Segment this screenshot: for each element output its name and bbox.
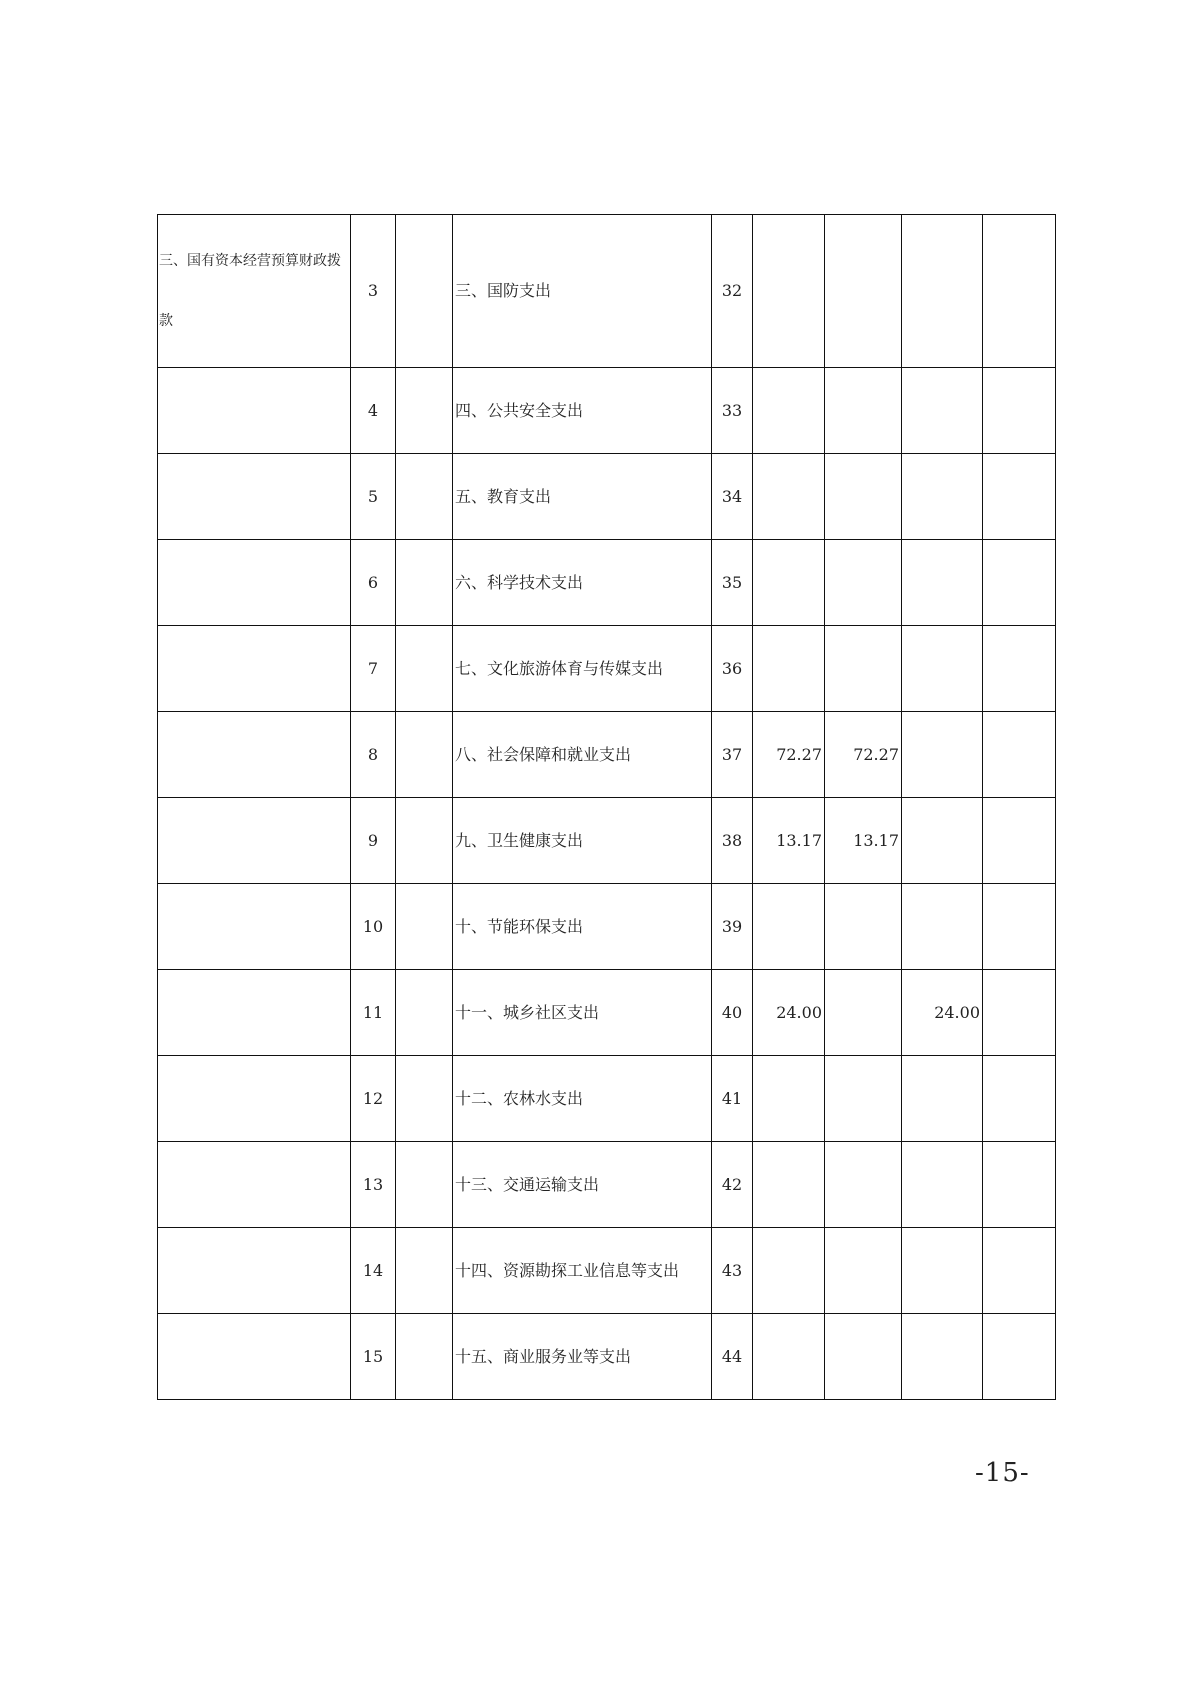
other-amount-cell <box>983 798 1056 884</box>
income-item-cell <box>158 712 351 798</box>
other-amount-cell <box>983 368 1056 454</box>
total-amount-cell <box>753 626 825 712</box>
total-amount-cell <box>753 454 825 540</box>
project-amount-cell <box>902 1056 983 1142</box>
project-amount-cell <box>902 454 983 540</box>
total-amount-cell <box>753 1056 825 1142</box>
total-amount-cell <box>753 215 825 368</box>
expense-item-cell: 五、教育支出 <box>453 454 712 540</box>
project-amount-cell <box>902 712 983 798</box>
table-row <box>158 884 1056 970</box>
expense-item-cell: 十五、商业服务业等支出 <box>453 1314 712 1400</box>
income-line-no-cell: 11 <box>351 970 396 1056</box>
basic-amount-cell <box>825 626 902 712</box>
project-amount-cell <box>902 798 983 884</box>
basic-amount-cell <box>825 884 902 970</box>
expense-item-cell: 十二、农林水支出 <box>453 1056 712 1142</box>
basic-amount-cell <box>825 454 902 540</box>
income-item-cell <box>158 540 351 626</box>
other-amount-cell <box>983 540 1056 626</box>
income-amount-cell <box>396 540 453 626</box>
basic-amount-cell <box>825 1142 902 1228</box>
income-item-cell <box>158 798 351 884</box>
other-amount-cell <box>983 454 1056 540</box>
expense-item-cell: 三、国防支出 <box>453 215 712 368</box>
expense-item-cell: 九、卫生健康支出 <box>453 798 712 884</box>
table-row <box>158 1056 1056 1142</box>
project-amount-cell <box>902 1314 983 1400</box>
income-item-cell <box>158 368 351 454</box>
income-amount-cell <box>396 1142 453 1228</box>
income-amount-cell <box>396 884 453 970</box>
income-line-no-cell: 14 <box>351 1228 396 1314</box>
budget-table <box>157 214 1056 1400</box>
expense-item-cell: 六、科学技术支出 <box>453 540 712 626</box>
table-row <box>158 712 1056 798</box>
project-amount-cell <box>902 215 983 368</box>
other-amount-cell <box>983 626 1056 712</box>
table-row <box>158 1228 1056 1314</box>
income-line-no-cell: 7 <box>351 626 396 712</box>
expense-line-no-cell: 41 <box>712 1056 753 1142</box>
other-amount-cell <box>983 884 1056 970</box>
expense-line-no-cell: 39 <box>712 884 753 970</box>
basic-amount-cell <box>825 1056 902 1142</box>
basic-amount-cell: 72.27 <box>825 712 902 798</box>
income-item-cell <box>158 454 351 540</box>
basic-amount-cell: 13.17 <box>825 798 902 884</box>
other-amount-cell <box>983 1314 1056 1400</box>
expense-item-cell: 十四、资源勘探工业信息等支出 <box>453 1228 712 1314</box>
income-item-cell: 三、国有资本经营预算财政拨款 <box>158 215 351 368</box>
total-amount-cell <box>753 1142 825 1228</box>
income-item-cell <box>158 626 351 712</box>
table-row <box>158 368 1056 454</box>
expense-line-no-cell: 33 <box>712 368 753 454</box>
other-amount-cell <box>983 215 1056 368</box>
expense-item-cell: 十三、交通运输支出 <box>453 1142 712 1228</box>
basic-amount-cell <box>825 540 902 626</box>
other-amount-cell <box>983 1142 1056 1228</box>
project-amount-cell <box>902 626 983 712</box>
income-amount-cell <box>396 215 453 368</box>
income-item-cell <box>158 1228 351 1314</box>
total-amount-cell <box>753 540 825 626</box>
expense-item-cell: 八、社会保障和就业支出 <box>453 712 712 798</box>
income-amount-cell <box>396 712 453 798</box>
income-item-cell <box>158 1314 351 1400</box>
other-amount-cell <box>983 1056 1056 1142</box>
total-amount-cell: 13.17 <box>753 798 825 884</box>
total-amount-cell: 72.27 <box>753 712 825 798</box>
expense-line-no-cell: 43 <box>712 1228 753 1314</box>
income-line-no-cell: 5 <box>351 454 396 540</box>
basic-amount-cell <box>825 970 902 1056</box>
expense-item-cell: 四、公共安全支出 <box>453 368 712 454</box>
income-line-no-cell: 4 <box>351 368 396 454</box>
income-line-no-cell: 13 <box>351 1142 396 1228</box>
expense-line-no-cell: 42 <box>712 1142 753 1228</box>
table-row <box>158 970 1056 1056</box>
project-amount-cell <box>902 540 983 626</box>
income-line-no-cell: 10 <box>351 884 396 970</box>
project-amount-cell <box>902 884 983 970</box>
total-amount-cell <box>753 368 825 454</box>
expense-line-no-cell: 44 <box>712 1314 753 1400</box>
table-row <box>158 215 1056 368</box>
table-row <box>158 1314 1056 1400</box>
table-row <box>158 1142 1056 1228</box>
expense-line-no-cell: 40 <box>712 970 753 1056</box>
total-amount-cell: 24.00 <box>753 970 825 1056</box>
expense-line-no-cell: 35 <box>712 540 753 626</box>
table-row <box>158 454 1056 540</box>
income-amount-cell <box>396 1314 453 1400</box>
expense-item-cell: 十一、城乡社区支出 <box>453 970 712 1056</box>
expense-item-cell: 十、节能环保支出 <box>453 884 712 970</box>
expense-item-cell: 七、文化旅游体育与传媒支出 <box>453 626 712 712</box>
expense-line-no-cell: 36 <box>712 626 753 712</box>
total-amount-cell <box>753 884 825 970</box>
basic-amount-cell <box>825 1314 902 1400</box>
table-row <box>158 798 1056 884</box>
expense-line-no-cell: 37 <box>712 712 753 798</box>
page-number: -15- <box>975 1458 1030 1488</box>
project-amount-cell <box>902 1142 983 1228</box>
income-line-no-cell: 8 <box>351 712 396 798</box>
income-amount-cell <box>396 970 453 1056</box>
income-amount-cell <box>396 798 453 884</box>
basic-amount-cell <box>825 368 902 454</box>
income-line-no-cell: 12 <box>351 1056 396 1142</box>
income-amount-cell <box>396 626 453 712</box>
project-amount-cell: 24.00 <box>902 970 983 1056</box>
income-item-cell <box>158 1056 351 1142</box>
income-item-cell <box>158 970 351 1056</box>
project-amount-cell <box>902 1228 983 1314</box>
income-line-no-cell: 15 <box>351 1314 396 1400</box>
project-amount-cell <box>902 368 983 454</box>
income-line-no-cell: 3 <box>351 215 396 368</box>
other-amount-cell <box>983 970 1056 1056</box>
total-amount-cell <box>753 1314 825 1400</box>
table-row <box>158 626 1056 712</box>
table-row <box>158 540 1056 626</box>
income-line-no-cell: 9 <box>351 798 396 884</box>
income-item-cell <box>158 884 351 970</box>
income-item-cell <box>158 1142 351 1228</box>
total-amount-cell <box>753 1228 825 1314</box>
income-amount-cell <box>396 454 453 540</box>
income-amount-cell <box>396 1056 453 1142</box>
expense-line-no-cell: 38 <box>712 798 753 884</box>
income-line-no-cell: 6 <box>351 540 396 626</box>
expense-line-no-cell: 34 <box>712 454 753 540</box>
income-amount-cell <box>396 1228 453 1314</box>
other-amount-cell <box>983 712 1056 798</box>
other-amount-cell <box>983 1228 1056 1314</box>
basic-amount-cell <box>825 215 902 368</box>
basic-amount-cell <box>825 1228 902 1314</box>
table-body <box>158 215 1056 1400</box>
expense-line-no-cell: 32 <box>712 215 753 368</box>
income-amount-cell <box>396 368 453 454</box>
